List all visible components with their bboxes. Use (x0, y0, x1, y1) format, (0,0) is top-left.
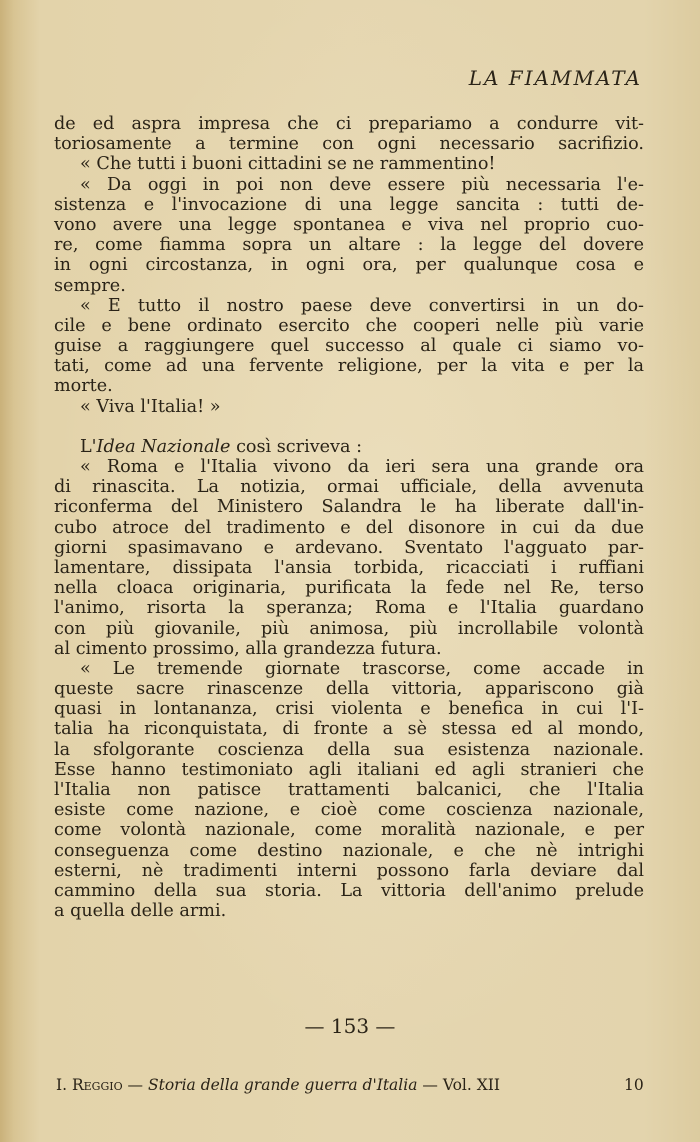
text-line: esiste come nazione, e cioè come coscienza nazionale, (54, 800, 644, 821)
footer-signature-number: 10 (624, 1076, 644, 1094)
text-line: cubo atroce del tradimento e del disonore in cui da due (54, 517, 644, 538)
text-line: morte. (54, 376, 113, 397)
text-line: riconferma del Ministero Salandra le ha liberate dall'in- (54, 497, 644, 518)
text-line: « Che tutti i buoni cittadini se ne rammentino! (80, 154, 496, 175)
text-line: giorni spasimavano e ardevano. Sventato l'agguato par- (54, 537, 644, 558)
text-segment: L' (80, 436, 97, 457)
text-line: in ogni circostanza, in ogni ora, per qualunque cosa e (54, 255, 644, 276)
footer-signature-line (56, 1076, 500, 1094)
text-line: l'Italia non patisce trattamenti balcanici, che l'Italia (54, 780, 644, 800)
page-number: — 153 — (304, 1014, 396, 1038)
text-line: esterni, nè tradimenti interni possono farla deviare dal (54, 860, 644, 881)
text-line: cammino della sua storia. La vittoria dell'animo prelude (54, 880, 644, 901)
text-line: Esse hanno testimoniato agli italiani ed agli stranieri che (54, 759, 644, 780)
body-text (54, 114, 644, 921)
text-line: sistenza e l'invocazione di una legge sancita : tutti de- (54, 194, 644, 215)
text-line: la sfolgorante coscienza della sua esistenza nazionale. (54, 739, 644, 760)
text-line: re, come fiamma sopra un altare : la legge del dovere (54, 235, 644, 256)
text-line: vono avere una legge spontanea e viva nel proprio cuo- (54, 214, 644, 235)
text-line: quasi in lontananza, crisi violenta e benefica in cui l'I- (54, 699, 644, 720)
text-line: « Da oggi in poi non deve essere più necessaria l'e- (80, 174, 644, 195)
text-line (54, 437, 644, 457)
text-line: come volontà nazionale, come moralità nazionale, e per (54, 820, 644, 841)
footer-dash-1: — (122, 1076, 148, 1094)
text-line: a quella delle armi. (54, 901, 227, 922)
text-line: « Le tremende giornate trascorse, come accade in (80, 658, 644, 679)
footer-book-title: Storia della grande guerra d'Italia (147, 1076, 418, 1094)
newspaper-name: Idea Nazionale (96, 436, 231, 457)
text-line: talia ha riconquistata, di fronte a sè stessa ed al mondo, (54, 719, 644, 740)
text-line: nella cloaca originaria, purificata la fede nel Re, terso (54, 578, 644, 599)
footer-author: I. Reggio (56, 1076, 123, 1094)
text-line: guise a raggiungere quel successo al quale ci siamo vo- (54, 336, 644, 357)
text-line: de ed aspra impresa che ci prepariamo a condurre vit- (54, 114, 644, 134)
text-line: toriosamente a termine con ogni necessario sacrifizio. (54, 134, 644, 155)
text-line: l'animo, risorta la speranza; Roma e l'Italia guardano (54, 598, 644, 619)
text-line: con più giovanile, più animosa, più incrollabile volontà (54, 618, 644, 639)
text-line: « Viva l'Italia! » (80, 396, 221, 417)
footer-dash-2: — (417, 1076, 443, 1094)
text-line: tati, come ad una fervente religione, per la vita e per la (54, 356, 644, 377)
text-line: cile e bene ordinato esercito che cooperi nelle più varie (54, 315, 644, 336)
text-line: « E tutto il nostro paese deve convertirsi in un do- (80, 295, 644, 316)
text-line: conseguenza come destino nazionale, e che nè intrighi (54, 840, 644, 861)
text-line: al cimento prossimo, alla grandezza futura. (54, 638, 442, 659)
running-head: LA FIAMMATA (468, 66, 642, 90)
text-line: lamentare, dissipata l'ansia torbida, ricacciati i ruffiani (54, 557, 644, 578)
text-line: « Roma e l'Italia vivono da ieri sera una grande ora (80, 457, 644, 477)
text-line: di rinascita. La notizia, ormai ufficiale, della avvenuta (54, 477, 644, 498)
text-line: sempre. (54, 275, 126, 296)
paragraph-gap (54, 417, 644, 437)
text-segment: così scriveva : (230, 436, 362, 457)
footer-volume: Vol. XII (442, 1076, 501, 1094)
text-line: queste sacre rinascenze della vittoria, appariscono già (54, 679, 644, 700)
